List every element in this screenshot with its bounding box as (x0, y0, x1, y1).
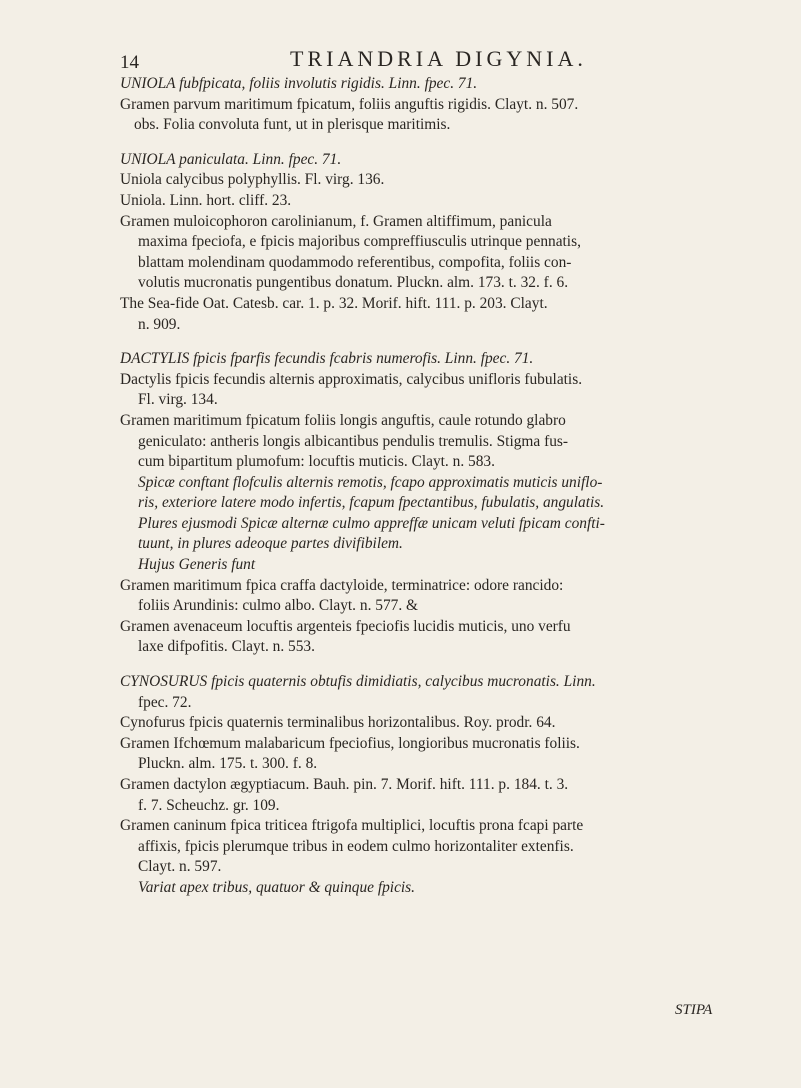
entry-note: ris, exteriore latere modo infertis, fcapum fpectantibus, fubulatis, angulatis. (138, 494, 605, 512)
entry-line: Gramen Ifchœmum malabaricum fpeciofius, longioribus mucronatis foliis. (120, 734, 580, 752)
entry-line: Clayt. n. 597. (138, 858, 222, 876)
entry-cynosurus (120, 672, 780, 899)
entry-line: laxe difpofitis. Clayt. n. 553. (138, 638, 315, 656)
entry-line: foliis Arundinis: culmo albo. Clayt. n. 577. & (138, 597, 419, 615)
page-number: 14 (120, 52, 139, 73)
entry-line: Fl. virg. 134. (138, 391, 218, 409)
entry-note: Spicæ conftant flofculis alternis remotis, fcapo approximatis muticis uniflo- (138, 473, 603, 491)
entry-line: Dactylis fpicis fecundis alternis approximatis, calycibus unifloris fubulatis. (120, 370, 583, 388)
entry-line: fpec. 72. (138, 693, 192, 711)
entry-line: Gramen maritimum fpicatum foliis longis anguftis, caule rotundo glabro (120, 411, 566, 429)
entry-note: tuunt, in plures adeoque partes divifibilem. (138, 535, 403, 553)
entry-line: maxima fpeciofa, e fpicis majoribus compreffiusculis utrinque pennatis, (138, 233, 581, 251)
entry-line: f. 7. Scheuchz. gr. 109. (138, 796, 280, 814)
entry-line: Uniola calycibus polyphyllis. Fl. virg. 136. (120, 171, 385, 189)
entry-line: cum bipartitum plumofum: locuftis muticis. Clayt. n. 583. (138, 453, 495, 471)
entry-line: affixis, fpicis plerumque tribus in eodem culmo horizontaliter extenfis. (138, 837, 574, 855)
entry-line: Cynofurus fpicis quaternis terminalibus horizontalibus. Roy. prodr. 64. (120, 714, 556, 732)
entry-note: Variat apex tribus, quatuor & quinque fpicis. (138, 878, 416, 896)
entry-uniola-subspicata (120, 74, 780, 136)
entry-note: Plures ejusmodi Spicæ alternæ culmo appreffæ unicam veluti fpicam confti- (138, 514, 605, 532)
entry-line: Gramen dactylon ægyptiacum. Bauh. pin. 7. Morif. hift. 111. p. 184. t. 3. (120, 776, 569, 793)
entry-line: Gramen avenaceum locuftis argenteis fpeciofis lucidis muticis, uno verfu (120, 617, 571, 635)
entry-observation: obs. Folia convoluta funt, ut in plerisque maritimis. (134, 116, 451, 134)
entry-subheading: Hujus Generis funt (138, 556, 256, 574)
entry-uniola-paniculata (120, 150, 780, 335)
entry-heading: UNIOLA fubfpicata, foliis involutis rigidis. Linn. fpec. 71. (120, 75, 478, 92)
entry-line: Gramen muloicophoron carolinianum, f. Gramen altiffimum, panicula (120, 212, 552, 230)
entry-line: blattam molendinam quodammodo referentibus, compofita, foliis con- (138, 253, 572, 271)
entry-line: Gramen parvum maritimum fpicatum, foliis anguftis rigidis. Clayt. n. 507. (120, 95, 579, 113)
entry-line: geniculato: antheris longis albicantibus pendulis tremulis. Stigma fus- (138, 432, 569, 450)
entry-heading: DACTYLIS fpicis fparfis fecundis fcabris numerofis. Linn. fpec. 71. (120, 350, 534, 368)
entry-line: Uniola. Linn. hort. cliff. 23. (120, 191, 292, 209)
page-body (120, 74, 780, 913)
entry-heading: CYNOSURUS fpicis quaternis obtufis dimidiatis, calycibus mucronatis. Linn. (120, 673, 596, 691)
entry-dactylis (120, 349, 780, 658)
catchword: STIPA (675, 1002, 713, 1018)
running-title: TRIANDRIA DIGYNIA. (290, 46, 587, 71)
page-header (120, 22, 780, 73)
entry-line: Gramen maritimum fpica craffa dactyloide, terminatrice: odore rancido: (120, 576, 564, 594)
entry-line: Gramen caninum fpica triticea ftrigofa multiplici, locuftis prona fcapi parte (120, 817, 584, 835)
entry-line: volutis mucronatis pungentibus donatum. Pluckn. alm. 173. t. 32. f. 6. (138, 274, 569, 292)
entry-line: Pluckn. alm. 175. t. 300. f. 8. (138, 755, 318, 773)
entry-heading: UNIOLA paniculata. Linn. fpec. 71. (120, 150, 342, 168)
entry-line: n. 909. (138, 315, 181, 333)
entry-line: The Sea-fide Oat. Catesb. car. 1. p. 32. Morif. hift. 111. p. 203. Clayt. (120, 294, 548, 312)
